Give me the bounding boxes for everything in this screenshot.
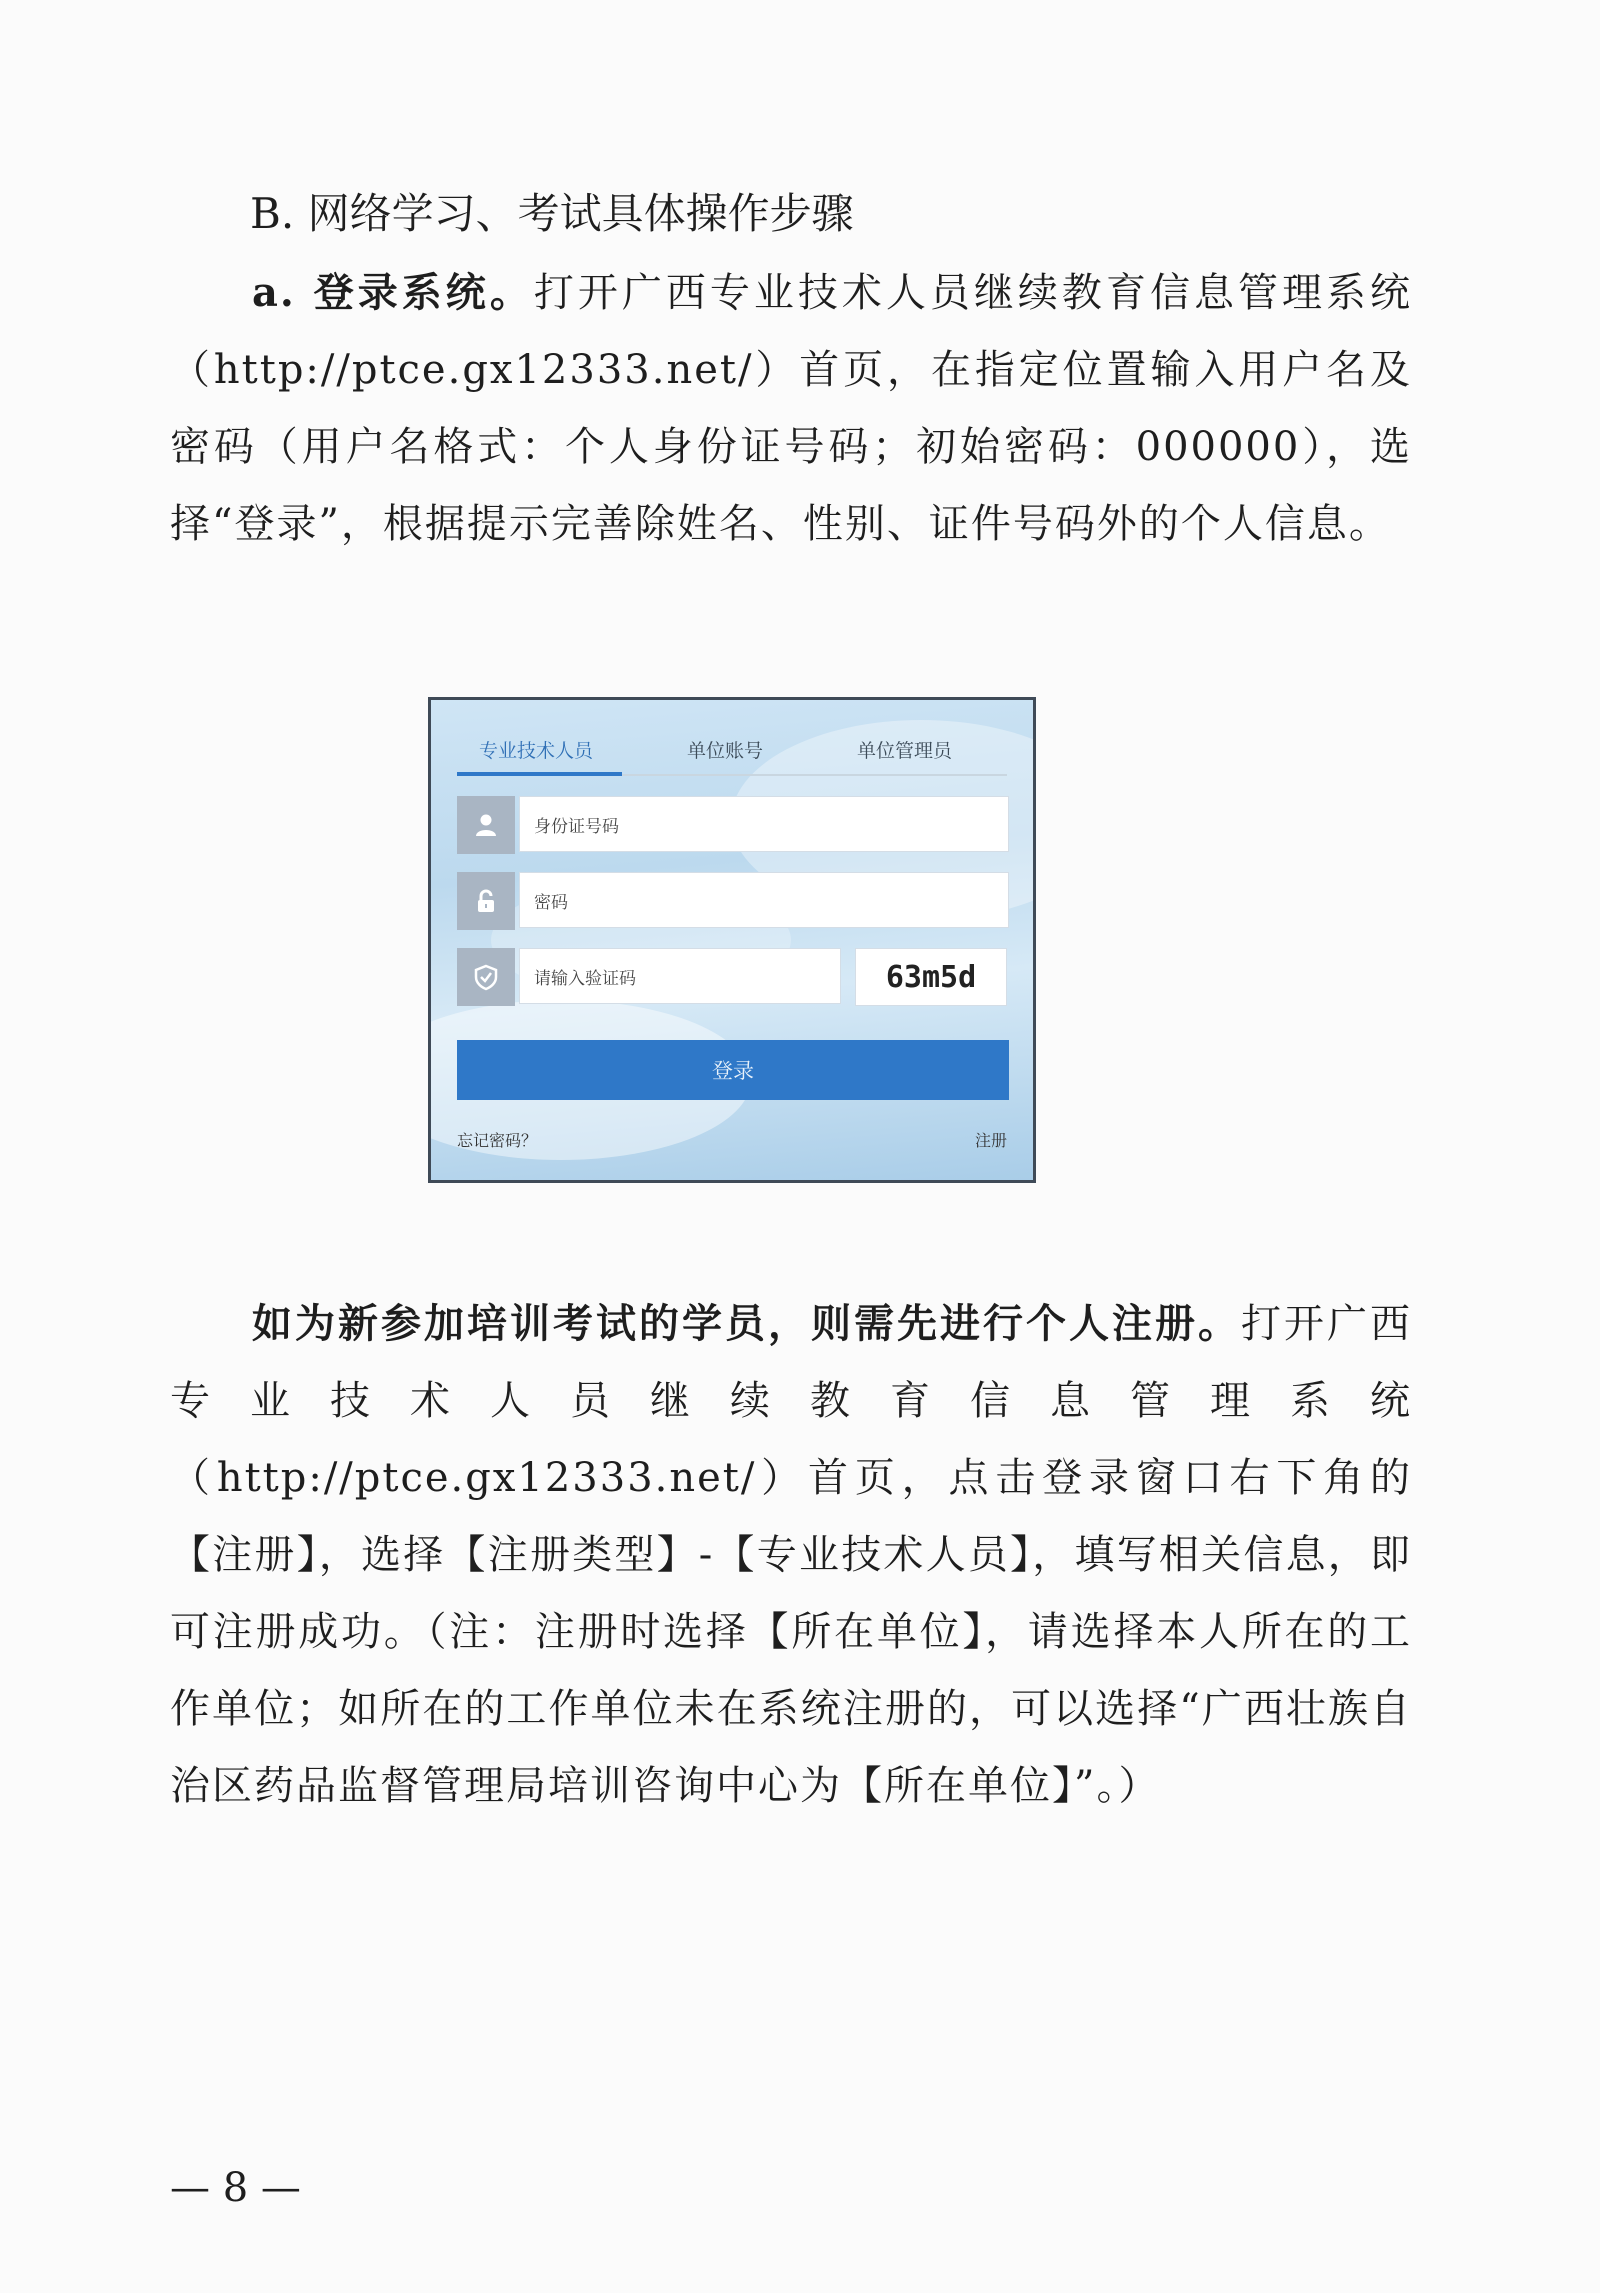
forgot-password-link[interactable]: 忘记密码？	[457, 1131, 538, 1150]
section-heading: B. 网络学习、考试具体操作步骤	[250, 189, 854, 238]
tab-professional[interactable]: 专业技术人员	[479, 740, 594, 762]
shield-icon	[457, 948, 515, 1006]
captcha-image[interactable]	[855, 948, 1007, 1006]
id-number-input[interactable]: 身份证号码	[519, 796, 1009, 852]
password-input[interactable]: 密码	[519, 872, 1009, 928]
paragraph-lead: a. 登录系统。	[252, 269, 534, 316]
paragraph-body: 打开广西专业技术人员继续教育信息管理系统（http://ptce.gx12333.net/）首页，点击登录窗口右下角的【注册】，选择【注册类型】-【专业技术人员】，填写相关信息，即可注册成功。（注：注册时选择【所在单位】，请选择本人所在的工作单位；如所在的工作单位未在系统注册的，可以选择“广西壮族自治区药品监督管理局培训咨询中心为【所在单位】”。）	[170, 1301, 1412, 1809]
tab-unit-admin[interactable]: 单位管理员	[857, 740, 953, 762]
page-number: — 8 —	[170, 2165, 301, 2211]
paragraph-login-steps	[170, 254, 1412, 563]
active-tab-indicator	[457, 772, 622, 776]
tab-unit-account[interactable]: 单位账号	[687, 740, 764, 762]
captcha-input[interactable]: 请输入验证码	[519, 948, 841, 1004]
login-tabs	[457, 730, 1007, 776]
paragraph-lead: 如为新参加培训考试的学员，则需先进行个人注册。	[252, 1300, 1241, 1347]
password-field	[457, 872, 1009, 930]
paragraph-registration	[170, 1285, 1412, 1825]
paragraph-body: 打开广西专业技术人员继续教育信息管理系统（http://ptce.gx12333.net/）首页，在指定位置输入用户名及密码（用户名格式：个人身份证号码；初始密码：000000），选择“登录”，根据提示完善除姓名、性别、证件号码外的个人信息。	[170, 270, 1412, 547]
register-link[interactable]: 注册	[974, 1131, 1007, 1150]
login-button[interactable]: 登录	[457, 1040, 1009, 1100]
id-number-field	[457, 796, 1009, 854]
captcha-text: 63m5d	[885, 959, 977, 995]
lock-icon	[457, 872, 515, 930]
user-icon	[457, 796, 515, 854]
login-screenshot	[428, 697, 1036, 1183]
